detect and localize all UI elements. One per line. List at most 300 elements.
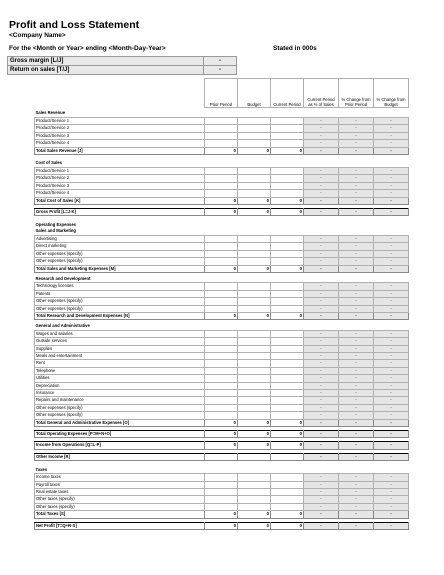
percent-cell: -: [304, 168, 339, 175]
line-item-row: [35, 496, 409, 503]
input-cell[interactable]: [271, 474, 304, 481]
total-value-cell: 0: [271, 431, 304, 438]
input-cell[interactable]: [271, 258, 304, 265]
input-cell[interactable]: [238, 243, 271, 250]
ratio-label: Gross margin [L/J]: [8, 57, 204, 66]
line-item-row: [35, 481, 409, 488]
percent-cell: -: [304, 431, 339, 438]
line-item-row: [35, 382, 409, 389]
total-value-cell: 0: [238, 522, 271, 529]
input-cell[interactable]: [205, 352, 238, 359]
input-cell[interactable]: [238, 258, 271, 265]
total-value-cell: 0: [271, 419, 304, 426]
column-header-row: [35, 79, 409, 108]
percent-cell: -: [304, 209, 339, 216]
line-item-label: Telephone: [35, 367, 205, 374]
line-item-label: Real estate taxes: [35, 489, 205, 496]
section-heading: Cost of Sales: [35, 160, 63, 166]
input-cell[interactable]: [271, 352, 304, 359]
ratio-row: [8, 66, 237, 75]
line-item-label: Other expenses (specify): [35, 258, 205, 265]
ratio-value: -: [204, 66, 237, 75]
input-cell[interactable]: [238, 412, 271, 419]
percent-cell: -: [374, 345, 409, 352]
input-cell[interactable]: [238, 290, 271, 297]
input-cell[interactable]: [238, 190, 271, 197]
input-cell[interactable]: [205, 258, 238, 265]
percent-cell: -: [339, 474, 374, 481]
line-item-row: [35, 298, 409, 305]
percent-cell: -: [374, 474, 409, 481]
percent-cell: -: [304, 442, 339, 449]
line-item-label: Product/Service 4: [35, 140, 205, 147]
percent-cell: -: [374, 390, 409, 397]
input-cell[interactable]: [271, 132, 304, 139]
total-value-cell: 0: [238, 147, 271, 154]
percent-cell: -: [304, 345, 339, 352]
input-cell[interactable]: [205, 453, 238, 460]
total-label: Total Operating Expenses [P=M+N+O]: [35, 431, 205, 438]
percent-cell: -: [374, 147, 409, 154]
input-cell[interactable]: [271, 182, 304, 189]
percent-cell: -: [304, 496, 339, 503]
percent-cell: -: [374, 442, 409, 449]
line-item-label: Income taxes: [35, 474, 205, 481]
input-cell[interactable]: [271, 489, 304, 496]
line-item-label: Repairs and maintenance: [35, 397, 205, 404]
input-cell[interactable]: [238, 168, 271, 175]
input-cell[interactable]: [205, 298, 238, 305]
input-cell[interactable]: [205, 175, 238, 182]
line-item-row: [35, 235, 409, 242]
percent-cell: -: [374, 283, 409, 290]
input-cell[interactable]: [271, 235, 304, 242]
percent-cell: -: [374, 305, 409, 312]
percent-cell: -: [374, 412, 409, 419]
percent-cell: -: [304, 283, 339, 290]
input-cell[interactable]: [271, 338, 304, 345]
column-header: Prior Period: [205, 79, 238, 108]
line-item-row: [35, 375, 409, 382]
percent-cell: -: [339, 431, 374, 438]
total-row: [35, 197, 409, 204]
total-value-cell: 0: [271, 511, 304, 518]
total-row: [35, 265, 409, 272]
percent-cell: -: [374, 481, 409, 488]
input-cell[interactable]: [238, 503, 271, 510]
total-value-cell: 0: [271, 522, 304, 529]
input-cell[interactable]: [205, 375, 238, 382]
percent-cell: -: [304, 290, 339, 297]
input-cell[interactable]: [205, 283, 238, 290]
percent-cell: -: [374, 298, 409, 305]
line-item-label: Supplies: [35, 345, 205, 352]
total-value-cell: 0: [205, 265, 238, 272]
input-cell[interactable]: [271, 175, 304, 182]
total-row: [35, 431, 409, 438]
input-cell[interactable]: [271, 250, 304, 257]
input-cell[interactable]: [238, 140, 271, 147]
input-cell[interactable]: [238, 481, 271, 488]
input-cell[interactable]: [205, 182, 238, 189]
percent-cell: -: [339, 453, 374, 460]
input-cell[interactable]: [271, 330, 304, 337]
page-title: Profit and Loss Statement: [9, 19, 140, 31]
input-cell[interactable]: [205, 338, 238, 345]
input-cell[interactable]: [205, 367, 238, 374]
total-value-cell: 0: [238, 312, 271, 319]
percent-cell: -: [304, 250, 339, 257]
line-item-row: [35, 190, 409, 197]
line-item-row: [35, 404, 409, 411]
percent-cell: -: [374, 352, 409, 359]
percent-cell: -: [339, 168, 374, 175]
input-cell[interactable]: [238, 125, 271, 132]
input-cell[interactable]: [238, 283, 271, 290]
percent-cell: -: [374, 118, 409, 125]
total-label: Total Sales Revenue [J]: [35, 147, 205, 154]
total-value-cell: 0: [205, 522, 238, 529]
input-cell[interactable]: [238, 330, 271, 337]
input-cell[interactable]: [238, 182, 271, 189]
input-cell[interactable]: [238, 118, 271, 125]
line-item-row: [35, 182, 409, 189]
input-cell[interactable]: [205, 243, 238, 250]
input-cell[interactable]: [238, 352, 271, 359]
percent-cell: -: [304, 258, 339, 265]
percent-cell: -: [339, 404, 374, 411]
input-cell[interactable]: [205, 235, 238, 242]
input-cell[interactable]: [238, 235, 271, 242]
input-cell[interactable]: [271, 305, 304, 312]
input-cell[interactable]: [205, 481, 238, 488]
line-item-label: Insurance: [35, 390, 205, 397]
input-cell[interactable]: [205, 140, 238, 147]
total-label: Total Cost of Sales [K]: [35, 197, 205, 204]
line-item-label: Product/Service 2: [35, 125, 205, 132]
input-cell[interactable]: [205, 390, 238, 397]
percent-cell: -: [339, 481, 374, 488]
percent-cell: -: [339, 390, 374, 397]
input-cell[interactable]: [205, 496, 238, 503]
input-cell[interactable]: [238, 298, 271, 305]
section-heading-row: [35, 108, 409, 118]
input-cell[interactable]: [205, 118, 238, 125]
line-item-label: Other expenses (specify): [35, 250, 205, 257]
total-value-cell: 0: [205, 209, 238, 216]
percent-cell: -: [304, 382, 339, 389]
total-value-cell: 0: [205, 312, 238, 319]
input-cell[interactable]: [271, 453, 304, 460]
total-value-cell: 0: [205, 431, 238, 438]
percent-cell: -: [374, 265, 409, 272]
input-cell[interactable]: [271, 290, 304, 297]
input-cell[interactable]: [238, 489, 271, 496]
percent-cell: -: [304, 360, 339, 367]
percent-cell: -: [374, 522, 409, 529]
input-cell[interactable]: [205, 290, 238, 297]
input-cell[interactable]: [271, 375, 304, 382]
input-cell[interactable]: [238, 345, 271, 352]
input-cell[interactable]: [271, 382, 304, 389]
subsection-heading-row: [35, 228, 409, 235]
line-item-label: Patents: [35, 290, 205, 297]
percent-cell: -: [304, 235, 339, 242]
input-cell[interactable]: [271, 390, 304, 397]
line-item-label: Product/Service 3: [35, 182, 205, 189]
line-item-label: Product/Service 4: [35, 190, 205, 197]
input-cell[interactable]: [271, 283, 304, 290]
percent-cell: -: [374, 125, 409, 132]
percent-cell: -: [374, 404, 409, 411]
percent-cell: -: [339, 345, 374, 352]
line-item-label: Product/Service 1: [35, 118, 205, 125]
percent-cell: -: [339, 312, 374, 319]
section-heading-row: [35, 219, 409, 228]
total-value-cell: 0: [205, 197, 238, 204]
input-cell[interactable]: [205, 503, 238, 510]
input-cell[interactable]: [271, 243, 304, 250]
percent-cell: -: [339, 175, 374, 182]
percent-cell: -: [339, 522, 374, 529]
percent-cell: -: [374, 419, 409, 426]
ratio-value: -: [204, 57, 237, 66]
percent-cell: -: [339, 375, 374, 382]
line-item-label: Product/Service 1: [35, 168, 205, 175]
subsection-heading: Sales and Marketing: [35, 228, 76, 234]
input-cell[interactable]: [271, 298, 304, 305]
percent-cell: -: [339, 258, 374, 265]
percent-cell: -: [339, 397, 374, 404]
percent-cell: -: [339, 290, 374, 297]
input-cell[interactable]: [271, 481, 304, 488]
percent-cell: -: [374, 140, 409, 147]
input-cell[interactable]: [238, 397, 271, 404]
percent-cell: -: [339, 489, 374, 496]
percent-cell: -: [339, 283, 374, 290]
total-row: [35, 442, 409, 449]
input-cell[interactable]: [271, 190, 304, 197]
input-cell[interactable]: [238, 250, 271, 257]
line-item-row: [35, 352, 409, 359]
input-cell[interactable]: [205, 382, 238, 389]
input-cell[interactable]: [238, 132, 271, 139]
line-item-row: [35, 474, 409, 481]
percent-cell: -: [304, 352, 339, 359]
percent-cell: -: [339, 182, 374, 189]
input-cell[interactable]: [205, 404, 238, 411]
total-label: Income from Operations [Q=L-P]: [35, 442, 205, 449]
input-cell[interactable]: [271, 125, 304, 132]
line-item-label: Direct marketing: [35, 243, 205, 250]
percent-cell: -: [304, 474, 339, 481]
total-label: Total Taxes [S]: [35, 511, 205, 518]
percent-cell: -: [339, 147, 374, 154]
percent-cell: -: [339, 243, 374, 250]
input-cell[interactable]: [238, 367, 271, 374]
percent-cell: -: [374, 330, 409, 337]
input-cell[interactable]: [271, 118, 304, 125]
line-item-label: Other expenses (specify): [35, 404, 205, 411]
percent-cell: -: [304, 489, 339, 496]
line-item-row: [35, 397, 409, 404]
input-cell[interactable]: [205, 397, 238, 404]
total-label: Net Profit [T=Q+R-S]: [35, 522, 205, 529]
line-item-label: Payroll taxes: [35, 481, 205, 488]
total-value-cell: 0: [271, 147, 304, 154]
total-label: Total Research and Development Expenses [N]: [35, 312, 205, 319]
input-cell[interactable]: [205, 190, 238, 197]
percent-cell: -: [304, 390, 339, 397]
line-item-label: Other expenses (specify): [35, 305, 205, 312]
input-cell[interactable]: [205, 132, 238, 139]
input-cell[interactable]: [238, 474, 271, 481]
total-value-cell: 0: [271, 197, 304, 204]
percent-cell: -: [339, 132, 374, 139]
input-cell[interactable]: [238, 453, 271, 460]
input-cell[interactable]: [238, 404, 271, 411]
input-cell[interactable]: [271, 360, 304, 367]
percent-cell: -: [339, 190, 374, 197]
line-item-row: [35, 367, 409, 374]
line-item-row: [35, 168, 409, 175]
input-cell[interactable]: [271, 367, 304, 374]
input-cell[interactable]: [205, 305, 238, 312]
section-heading-row: [35, 464, 409, 474]
percent-cell: -: [339, 209, 374, 216]
line-item-row: [35, 243, 409, 250]
percent-cell: -: [339, 125, 374, 132]
percent-cell: -: [304, 412, 339, 419]
percent-cell: -: [374, 431, 409, 438]
line-item-label: Outside services: [35, 338, 205, 345]
input-cell[interactable]: [271, 503, 304, 510]
percent-cell: -: [374, 382, 409, 389]
input-cell[interactable]: [205, 345, 238, 352]
subsection-heading-row: [35, 276, 409, 283]
total-value-cell: 0: [205, 147, 238, 154]
input-cell[interactable]: [205, 125, 238, 132]
percent-cell: -: [304, 312, 339, 319]
input-cell[interactable]: [238, 338, 271, 345]
total-label: Gross Profit [L=J-K]: [35, 209, 205, 216]
percent-cell: -: [374, 397, 409, 404]
percent-cell: -: [304, 481, 339, 488]
input-cell[interactable]: [271, 404, 304, 411]
line-item-label: Other taxes (specify): [35, 496, 205, 503]
input-cell[interactable]: [271, 496, 304, 503]
line-item-label: Other expenses (specify): [35, 298, 205, 305]
line-item-label: Other taxes (specify): [35, 503, 205, 510]
input-cell[interactable]: [271, 140, 304, 147]
input-cell[interactable]: [238, 390, 271, 397]
line-item-row: [35, 330, 409, 337]
percent-cell: -: [339, 330, 374, 337]
percent-cell: -: [339, 265, 374, 272]
percent-cell: -: [339, 360, 374, 367]
line-item-row: [35, 305, 409, 312]
input-cell[interactable]: [205, 250, 238, 257]
line-item-row: [35, 489, 409, 496]
input-cell[interactable]: [238, 175, 271, 182]
percent-cell: -: [304, 404, 339, 411]
line-item-row: [35, 390, 409, 397]
percent-cell: -: [374, 175, 409, 182]
line-item-row: [35, 283, 409, 290]
percent-cell: -: [304, 522, 339, 529]
percent-cell: -: [374, 367, 409, 374]
column-header: Current Period as % of Sales: [304, 79, 339, 108]
percent-cell: -: [304, 182, 339, 189]
column-header: Current Period: [271, 79, 304, 108]
column-header: % Change from Prior Period: [339, 79, 374, 108]
input-cell[interactable]: [271, 397, 304, 404]
percent-cell: -: [374, 209, 409, 216]
input-cell[interactable]: [238, 382, 271, 389]
ratio-row: [8, 57, 237, 66]
line-item-row: [35, 360, 409, 367]
line-item-label: Rent: [35, 360, 205, 367]
input-cell[interactable]: [238, 360, 271, 367]
company-name: <Company Name>: [9, 32, 66, 39]
period-line: For the <Month or Year> ending <Month-Day-Year>: [9, 45, 166, 52]
percent-cell: -: [304, 140, 339, 147]
percent-cell: -: [304, 367, 339, 374]
percent-cell: -: [374, 168, 409, 175]
percent-cell: -: [374, 243, 409, 250]
section-heading: Sales Revenue: [35, 110, 66, 116]
percent-cell: -: [374, 489, 409, 496]
percent-cell: -: [304, 375, 339, 382]
percent-cell: -: [374, 258, 409, 265]
input-cell[interactable]: [205, 489, 238, 496]
total-value-cell: 0: [238, 209, 271, 216]
total-value-cell: 0: [238, 442, 271, 449]
percent-cell: -: [339, 367, 374, 374]
percent-cell: -: [374, 132, 409, 139]
total-value-cell: 0: [205, 511, 238, 518]
total-value-cell: 0: [271, 209, 304, 216]
section-heading: Taxes: [35, 466, 48, 472]
input-cell[interactable]: [205, 168, 238, 175]
percent-cell: -: [304, 397, 339, 404]
percent-cell: -: [304, 503, 339, 510]
input-cell[interactable]: [238, 375, 271, 382]
line-item-label: Advertising: [35, 235, 205, 242]
percent-cell: -: [374, 338, 409, 345]
line-item-row: [35, 258, 409, 265]
percent-cell: -: [339, 250, 374, 257]
input-cell[interactable]: [205, 360, 238, 367]
stated-note: Stated in 000s: [273, 45, 317, 52]
percent-cell: -: [304, 338, 339, 345]
input-cell[interactable]: [238, 496, 271, 503]
input-cell[interactable]: [205, 412, 238, 419]
input-cell[interactable]: [205, 474, 238, 481]
total-value-cell: 0: [238, 265, 271, 272]
percent-cell: -: [374, 375, 409, 382]
input-cell[interactable]: [271, 168, 304, 175]
total-row: [35, 147, 409, 154]
input-cell[interactable]: [205, 330, 238, 337]
line-item-label: Product/Service 3: [35, 132, 205, 139]
total-label: Other Income [R]: [35, 453, 205, 460]
percent-cell: -: [304, 330, 339, 337]
input-cell[interactable]: [238, 305, 271, 312]
input-cell[interactable]: [271, 412, 304, 419]
line-item-label: Other expenses (specify): [35, 412, 205, 419]
input-cell[interactable]: [271, 345, 304, 352]
